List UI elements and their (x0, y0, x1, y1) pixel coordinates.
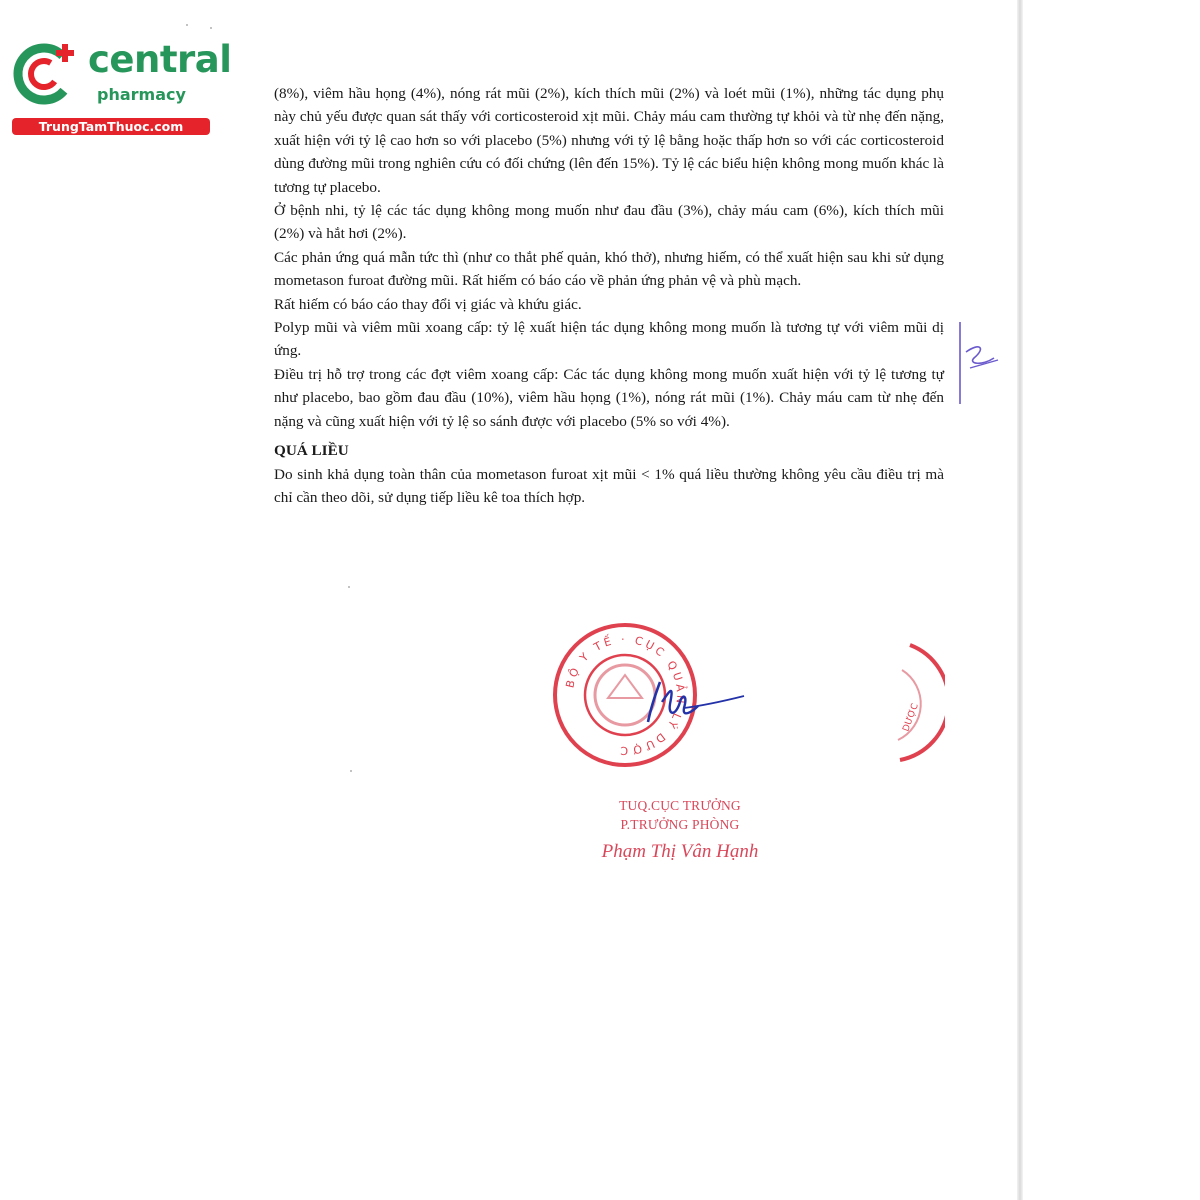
section-heading-overdose: QUÁ LIỀU (274, 442, 349, 460)
paragraph-acute-sinusitis: Điều trị hỗ trợ trong các đợt viêm xoang cấp: Các tác dụng không mong muốn xuất hiện với tỷ lệ tương tự như placebo, bao gồm đau đầu (10%), viêm hầu họng (1%), nóng rát mũi (1%). Chảy máu cam từ nhẹ đến nặng và cũng xuất hiện với tỷ lệ so sánh được với placebo (5% so với 4%). (274, 365, 944, 430)
paragraph-overdose: Do sinh khả dụng toàn thân của mometason furoat xịt mũi < 1% quá liều thường không yêu cầu điều trị mà chỉ cần theo dõi, sử dụng tiếp liều kê toa thích hợp. (274, 465, 944, 506)
partial-stamp-text: DƯỢC (901, 702, 921, 734)
central-pharmacy-logo[interactable] (10, 38, 232, 138)
pharmacy-cross-icon (10, 38, 80, 108)
paragraph-taste-smell: Rất hiếm có báo cáo thay đổi vị giác và khứu giác. (274, 295, 582, 313)
signature-block (560, 796, 800, 864)
scan-speck (348, 586, 350, 588)
scan-speck (350, 770, 352, 772)
paragraph-nasal-polyp: Polyp mũi và viêm mũi xoang cấp: tỷ lệ xuất hiện tác dụng không mong muốn là tương tự với viêm mũi dị ứng. (274, 319, 944, 360)
signer-title-line2: P.TRƯỞNG PHÒNG (620, 817, 740, 832)
signer-name: Phạm Thị Vân Hạnh (601, 841, 759, 862)
scan-speck (186, 24, 188, 26)
document-body (274, 82, 944, 509)
paragraph-side-effects: (8%), viêm hầu họng (4%), nóng rát mũi (2%), kích thích mũi (2%) và loét mũi (1%), những tác dụng phụ này chủ yếu được quan sát thấy với corticosteroid xịt mũi. Chảy máu cam thường tự khỏi và từ nhẹ đến nặng, xuất hiện với tỷ lệ cao hơn so với placebo (5%) nhưng với tỷ lệ bằng hoặc thấp hơn so với các corticosteroid dùng đường mũi trong nghiên cứu có đối chứng (lên đến 15%). Tỷ lệ các biểu hiện không mong muốn khác là tương tự placebo. (274, 85, 944, 196)
scan-edge-shadow (1017, 0, 1023, 1200)
paragraph-hypersensitivity: Các phản ứng quá mẫn tức thì (như co thắt phế quản, khó thở), nhưng hiếm, có thể xuất hiện sau khi sử dụng mometason furoat đường mũi. Rất hiếm có báo cáo về phản ứng phản vệ và phù mạch. (274, 248, 944, 290)
signature-mark (640, 672, 750, 732)
signer-title-line1: TUQ.CỤC TRƯỞNG (619, 798, 741, 813)
partial-stamp-icon (880, 640, 945, 765)
stamp-text: BỘ Y TẾ · CỤC QUẢN LÝ DƯỢC (563, 632, 688, 758)
logo-site-label: TrungTamThuoc.com (12, 118, 210, 135)
scan-speck (210, 27, 212, 29)
logo-brand-name: central (88, 38, 232, 81)
logo-subtitle: pharmacy (97, 85, 186, 104)
margin-initial-mark (950, 318, 1010, 410)
paragraph-pediatric: Ở bệnh nhi, tỷ lệ các tác dụng không mong muốn như đau đầu (3%), chảy máu cam (6%), kích thích mũi (2%) và hắt hơi (2%). (274, 202, 944, 243)
